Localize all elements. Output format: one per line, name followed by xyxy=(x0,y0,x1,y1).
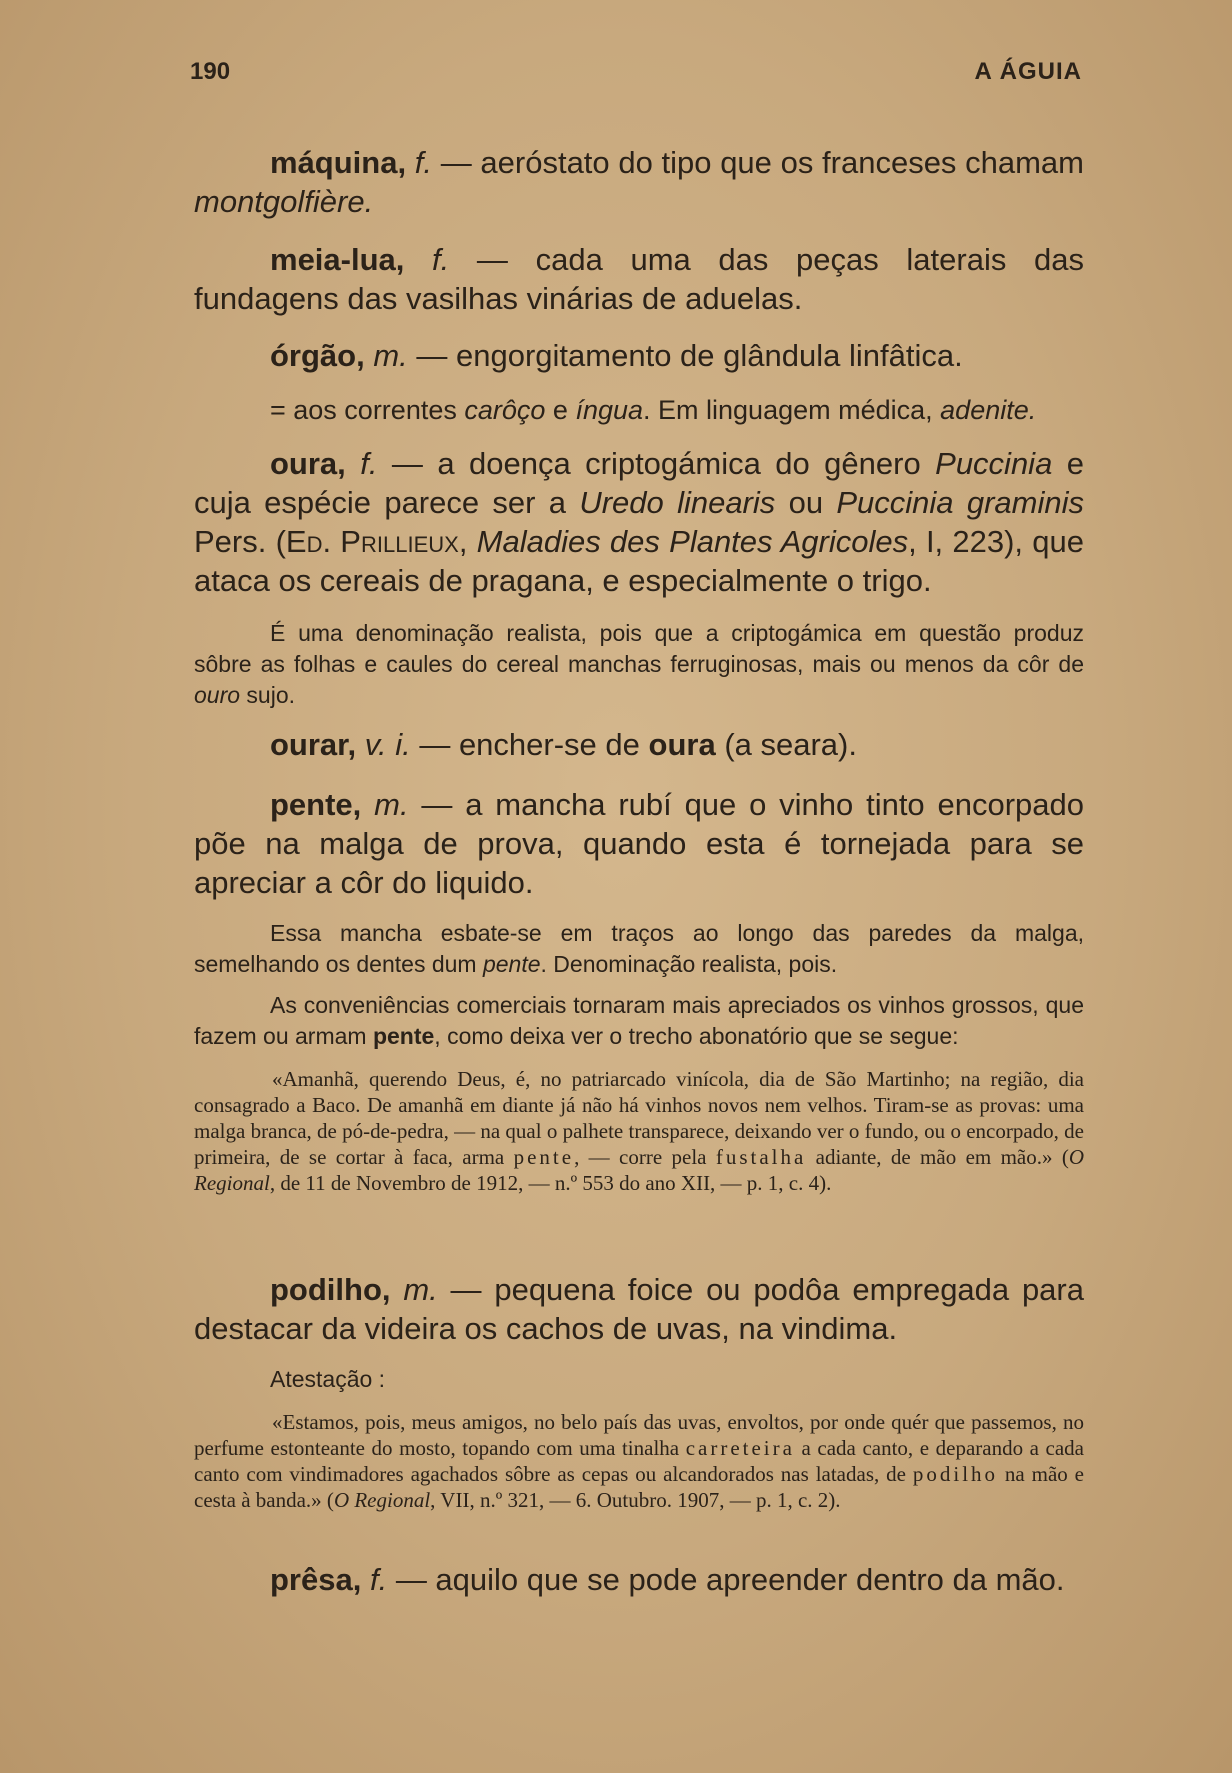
entry-ourar: ourar, v. i. — encher-se de oura (a seara). xyxy=(270,727,857,762)
entry-pente xyxy=(194,785,1084,1196)
headword: prêsa, xyxy=(270,1562,362,1597)
term: montgolfière. xyxy=(194,184,374,219)
gram-label: f. xyxy=(360,446,378,481)
definition: — a mancha rubí que o vinho tinto encorpado põe na malga de prova, quando esta é tornejada para se apreciar a côr do liquido. xyxy=(194,787,1084,900)
gram-label: m. xyxy=(374,787,409,822)
gram-label: f. xyxy=(369,1562,388,1597)
headword: pente, xyxy=(270,787,362,822)
gram-label: v. i. xyxy=(364,727,411,762)
headword: podilho, xyxy=(270,1272,391,1307)
headword: órgão, xyxy=(270,338,365,373)
work-title: Maladies des Plantes Agricoles xyxy=(476,524,909,559)
note: É uma denominação realista, pois que a criptogámica em questão produz sôbre as folhas e caules do cereal manchas ferruginosas, mais ou menos da côr de ouro sujo. xyxy=(194,620,1084,708)
note: Essa mancha esbate-se em traços ao longo das paredes da malga, semelhando os dentes dum pente. Denominação realista, pois. xyxy=(194,920,1084,977)
headword: meia-lua, xyxy=(270,242,405,277)
gram-label: f. xyxy=(432,242,450,277)
entry-meia-lua xyxy=(194,240,1084,318)
headword: máquina, xyxy=(270,145,407,180)
definition: — aeróstato do tipo que os franceses chamam xyxy=(432,145,1084,180)
headword: ourar, xyxy=(270,727,357,762)
definition: — pequena foice ou podôa empregada para destacar da videira os cachos de uvas, na vindima. xyxy=(194,1272,1084,1346)
cross-reference: oura xyxy=(648,727,716,762)
author: Ed. Prillieux xyxy=(285,524,459,559)
entry-podilho xyxy=(194,1270,1084,1513)
definition: — aquilo que se pode apreender dentro da mão. xyxy=(387,1562,1065,1597)
entry-presa xyxy=(194,1560,1084,1599)
gram-label: m. xyxy=(403,1272,438,1307)
synonym-line: = aos correntes carôço e íngua. Em linguagem médica, adenite. xyxy=(270,395,1037,425)
journal-title: A ÁGUIA xyxy=(974,58,1082,85)
entry-maquina xyxy=(194,143,1084,221)
definition: — cada uma das peças laterais das fundagens das vasilhas vinárias de aduelas. xyxy=(194,242,1084,316)
entry-orgao xyxy=(194,336,1084,430)
gram-label: f. xyxy=(414,145,433,180)
quotation: «Amanhã, querendo Deus, é, no patriarcado vinícola, dia de São Martinho; na região, dia consagrado a Baco. De amanhã em diante já não há vinhos novos nem velhos. Tiram-se as provas: uma malga branca, de pó-de-pedra, — na qual o palhete transparece, deixando ver o fundo, ou o encorpado, de primeira, de se cortar à faca, arma pente, — corre pela fustalha adiante, de mão em mão.» (O Regional, de 11 de Novembro de 1912, — n.º 553 do ano XII, — p. 1, c. 4). xyxy=(194,1067,1084,1195)
note: As conveniências comerciais tornaram mais apreciados os vinhos grossos, que fazem ou armam pente, como deixa ver o trecho abonatório que se segue: xyxy=(194,992,1084,1049)
page-number: 190 xyxy=(190,58,231,85)
quotation: «Estamos, pois, meus amigos, no belo país das uvas, envoltos, por onde quér que passemos, no perfume estonteante do mosto, topando com uma tinalha carreteira a cada canto, e deparando a cada canto com vindimadores agachados sôbre as cepas ou alcandorados nas latadas, de podilho na mão e cesta à banda.» (O Regional, VII, n.º 321, — 6. Outubro. 1907, — p. 1, c. 2). xyxy=(194,1410,1085,1512)
definition: — engorgitamento de glândula linfâtica. xyxy=(407,338,963,373)
attestation-label: Atestação : xyxy=(270,1366,386,1392)
gram-label: m. xyxy=(373,338,408,373)
headword: oura, xyxy=(270,446,346,481)
entry-oura: oura, f. — a doença criptogámica do gênero Puccinia e cuja espécie parece ser a Uredo linearis ou Puccinia graminis Pers. (Ed. Prillieux, Maladies des Plantes Agricoles, I, 223), que ataca os cereais de pragana, e especialmente o trigo. É uma denominação realista, pois que a criptogámica em questão produz sôbre as folhas e caules do cereal manchas ferruginosas, mais ou menos da côr de ouro sujo. xyxy=(194,444,1084,711)
